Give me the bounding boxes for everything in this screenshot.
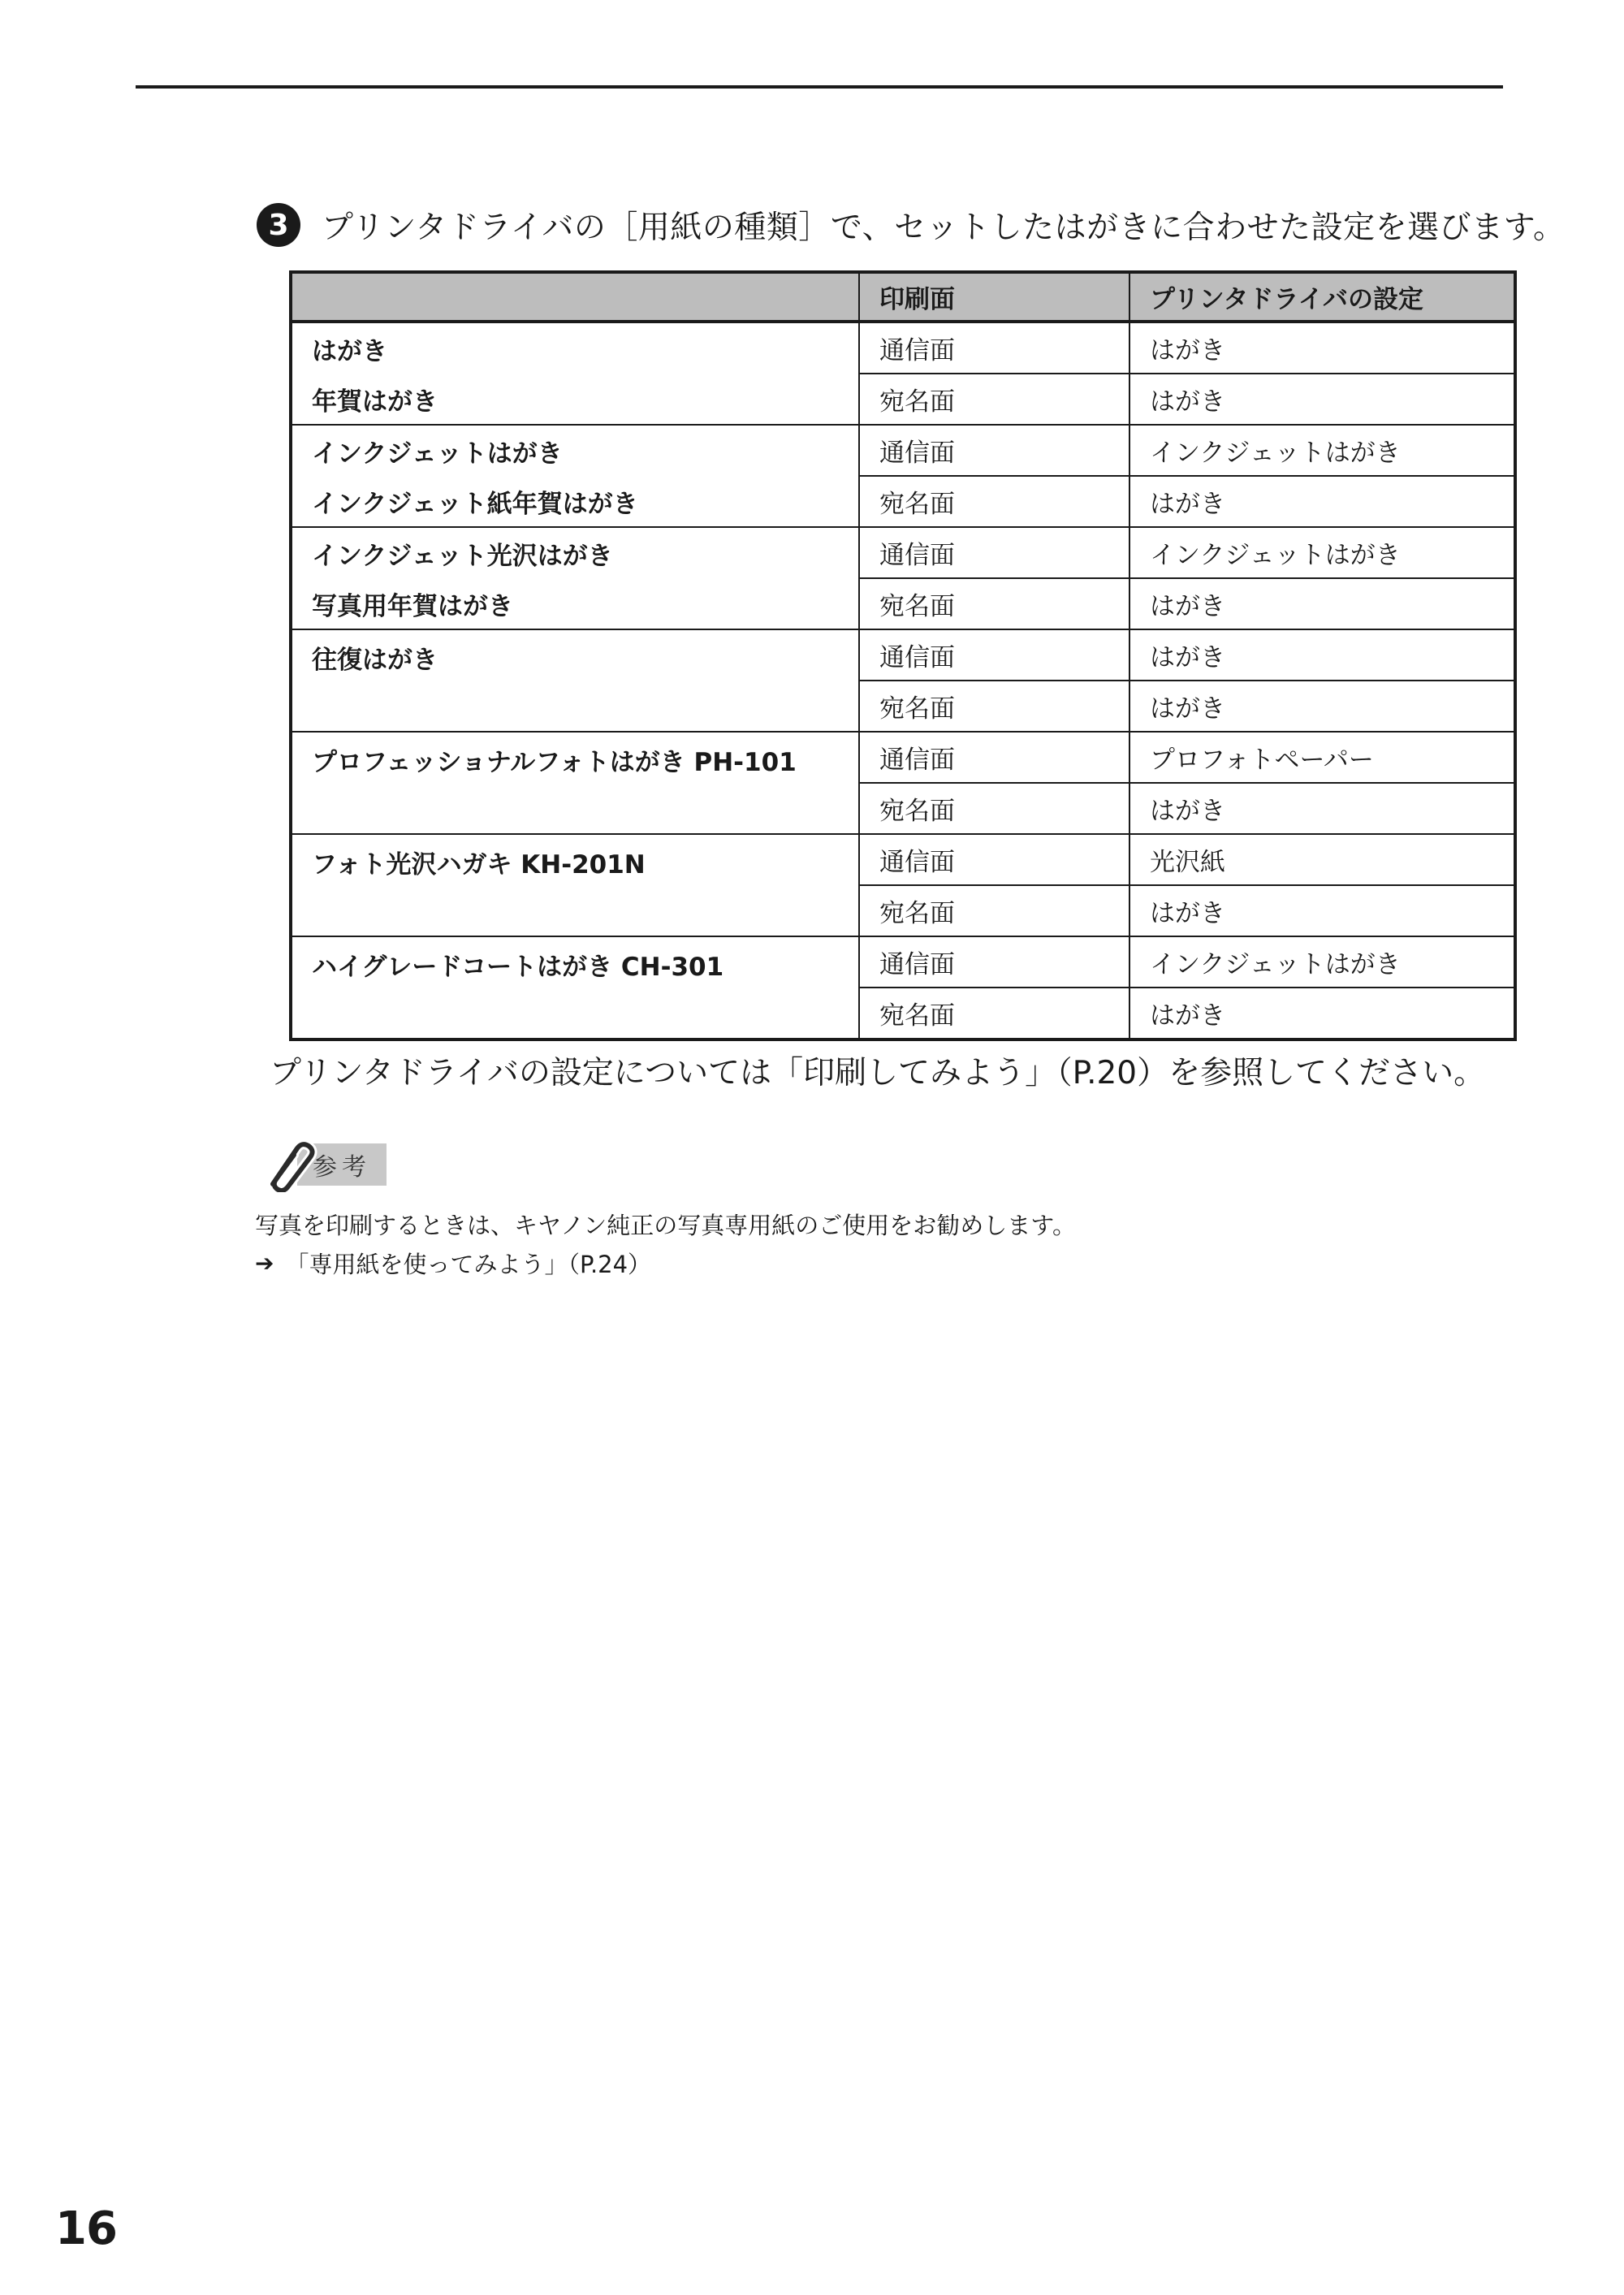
media-name: 写真用年賀はがき: [291, 578, 859, 629]
step-number-badge: 3: [257, 203, 300, 247]
paperclip-icon: [255, 1137, 320, 1192]
table-header-row: [291, 272, 1515, 322]
table-row: [291, 936, 1515, 988]
driver-setting: インクジェットはがき: [1129, 527, 1515, 578]
header-media: [291, 272, 859, 322]
reference-link-line: [255, 1247, 651, 1280]
driver-setting: はがき: [1129, 322, 1515, 374]
media-name: インクジェットはがき: [291, 425, 859, 476]
media-name: 往復はがき: [291, 629, 859, 732]
print-side: 通信面: [859, 425, 1129, 476]
driver-setting: はがき: [1129, 374, 1515, 425]
print-side: 通信面: [859, 732, 1129, 783]
reference-badge: [255, 1137, 388, 1192]
print-side: 宛名面: [859, 783, 1129, 834]
driver-setting: はがき: [1129, 578, 1515, 629]
media-name: インクジェット紙年賀はがき: [291, 476, 859, 527]
arrow-right-icon: ➔: [255, 1250, 274, 1277]
reference-text: 写真を印刷するときは、キヤノン純正の写真専用紙のご使用をお勧めします。: [255, 1212, 1076, 1239]
print-side: 通信面: [859, 936, 1129, 988]
media-name: インクジェット光沢はがき: [291, 527, 859, 578]
table-row: [291, 834, 1515, 885]
driver-setting: はがき: [1129, 988, 1515, 1039]
table-row: [291, 629, 1515, 681]
step-instruction: プリンタドライバの［用紙の種類］で、セットしたはがきに合わせた設定を選びます。: [322, 210, 1566, 246]
print-side: 宛名面: [859, 578, 1129, 629]
header-print-side: 印刷面: [859, 272, 1129, 322]
driver-setting: インクジェットはがき: [1129, 936, 1515, 988]
print-side: 宛名面: [859, 476, 1129, 527]
reference-link[interactable]: 「専用紙を使ってみよう」（P.24）: [285, 1251, 652, 1278]
media-settings-table: [289, 270, 1517, 1041]
driver-setting: 光沢紙: [1129, 834, 1515, 885]
reference-label: 参考: [313, 1153, 371, 1182]
table-row: [291, 425, 1515, 476]
print-side: 宛名面: [859, 988, 1129, 1039]
table-row: [291, 732, 1515, 783]
media-name: プロフェッショナルフォトはがき PH-101: [291, 732, 859, 834]
table-row: [291, 476, 1515, 527]
media-name: はがき: [291, 322, 859, 374]
top-rule: [136, 85, 1503, 89]
media-name: 年賀はがき: [291, 374, 859, 425]
print-side: 宛名面: [859, 885, 1129, 936]
print-side: 通信面: [859, 527, 1129, 578]
table-row: [291, 322, 1515, 374]
driver-setting: はがき: [1129, 783, 1515, 834]
print-side: 宛名面: [859, 681, 1129, 732]
table-row: [291, 527, 1515, 578]
media-name: フォト光沢ハガキ KH-201N: [291, 834, 859, 936]
driver-setting: プロフォトペーパー: [1129, 732, 1515, 783]
table-row: [291, 374, 1515, 425]
driver-setting: インクジェットはがき: [1129, 425, 1515, 476]
driver-setting: はがき: [1129, 476, 1515, 527]
driver-setting: はがき: [1129, 885, 1515, 936]
print-side: 通信面: [859, 834, 1129, 885]
step-3: [257, 198, 1566, 252]
print-side: 宛名面: [859, 374, 1129, 425]
page-number: 16: [55, 2202, 117, 2255]
print-side: 通信面: [859, 322, 1129, 374]
header-driver-setting: プリンタドライバの設定: [1129, 272, 1515, 322]
print-side: 通信面: [859, 629, 1129, 681]
table-row: [291, 578, 1515, 629]
driver-setting: はがき: [1129, 629, 1515, 681]
driver-settings-note: プリンタドライバの設定については「印刷してみよう」（P.20）を参照してください。: [270, 1055, 1486, 1091]
driver-setting: はがき: [1129, 681, 1515, 732]
media-name: ハイグレードコートはがき CH-301: [291, 936, 859, 1039]
